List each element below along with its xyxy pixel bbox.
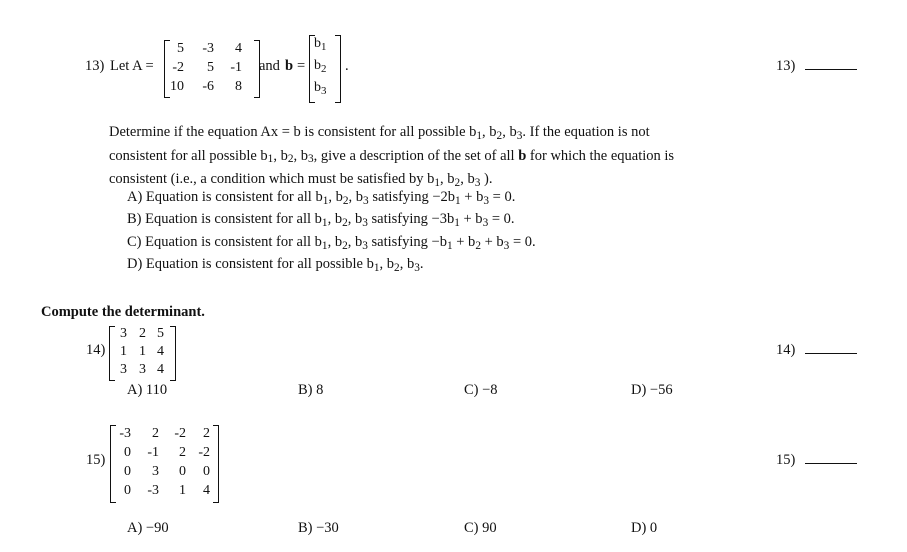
q15-matrix-cell: 0 <box>124 483 131 498</box>
q14-matrix-cell: 5 <box>157 326 164 341</box>
matrix-a-cell: 4 <box>235 41 242 56</box>
matrix-a-cell: -6 <box>202 79 214 94</box>
q14-number: 14) <box>86 342 106 358</box>
q13-prefix: Let A = <box>110 58 154 74</box>
q15-matrix-cell: 4 <box>203 483 210 498</box>
vector-b-entry: b1 <box>314 36 327 53</box>
q14-choice[interactable]: B) 8 <box>298 382 324 398</box>
q15-choice[interactable]: C) 90 <box>464 520 497 536</box>
q13-and-text: and <box>259 58 280 74</box>
q14-matrix-cell: 3 <box>120 362 127 377</box>
q15-matrix-cell: 0 <box>203 464 210 479</box>
q13-choice[interactable]: A) Equation is consistent for all b1, b2, b3 satisfying −2b1 + b3 = 0. <box>127 189 516 207</box>
q15-matrix-cell: 2 <box>152 426 159 441</box>
q15-matrix-cell: 2 <box>203 426 210 441</box>
q13-equals: = <box>297 58 306 74</box>
q14-matrix-cell: 4 <box>157 362 164 377</box>
q15-matrix-cell: 0 <box>124 445 131 460</box>
q15-matrix-cell: -3 <box>147 483 159 498</box>
q15-matrix-cell: 2 <box>179 445 186 460</box>
q14-choice[interactable]: D) −56 <box>631 382 673 398</box>
q15-choice[interactable]: B) −30 <box>298 520 339 536</box>
vector-b-entry: b2 <box>314 58 327 75</box>
matrix-a-cell: 5 <box>207 60 214 75</box>
q13-answer-blank[interactable] <box>805 68 857 70</box>
q15-number: 15) <box>86 452 106 468</box>
q15-choice[interactable]: D) 0 <box>631 520 658 536</box>
q15-matrix-cell: 3 <box>152 464 159 479</box>
q14-matrix-cell: 1 <box>139 344 146 359</box>
q15-matrix-cell: 1 <box>179 483 186 498</box>
q13-prompt-line: consistent for all possible b1, b2, b3, give a description of the set of all b for which the equation is <box>109 147 675 166</box>
matrix-a-cell: -2 <box>172 60 184 75</box>
section-heading: Compute the determinant. <box>41 304 205 320</box>
q14-matrix-cell: 4 <box>157 344 164 359</box>
q14-answer-blank[interactable] <box>805 352 857 354</box>
q14-matrix-cell: 2 <box>139 326 146 341</box>
q14-answer-label: 14) <box>776 342 857 359</box>
q14-matrix-cell: 1 <box>120 344 127 359</box>
q13-choice[interactable]: D) Equation is consistent for all possible b1, b2, b3. <box>127 256 424 274</box>
q13-prompt <box>109 121 809 192</box>
q15-answer-blank[interactable] <box>805 462 857 464</box>
q15-matrix-cell: -2 <box>198 445 210 460</box>
q13-choice[interactable]: B) Equation is consistent for all b1, b2, b3 satisfying −3b1 + b3 = 0. <box>127 211 515 229</box>
matrix-a-cell: 8 <box>235 79 242 94</box>
q15-matrix-cell: -3 <box>119 426 131 441</box>
q13-period: . <box>345 58 349 74</box>
matrix-a-cell: 5 <box>177 41 184 56</box>
q15-choice[interactable]: A) −90 <box>127 520 169 536</box>
q13-answer-label: 13) <box>776 58 857 75</box>
q15-matrix-cell: 0 <box>179 464 186 479</box>
q13-number: 13) <box>85 58 105 74</box>
vector-b-entry: b3 <box>314 80 327 97</box>
matrix-a-cell: -3 <box>202 41 214 56</box>
q14-choice[interactable]: A) 110 <box>127 382 168 398</box>
q14-choice[interactable]: C) −8 <box>464 382 498 398</box>
matrix-a-cell: -1 <box>230 60 242 75</box>
q13-b-label: b <box>285 58 294 74</box>
q15-matrix-cell: -1 <box>147 445 159 460</box>
q15-matrix-cell: -2 <box>174 426 186 441</box>
q13-prompt-line: consistent (i.e., a condition which must be satisfied by b1, b2, b3 ). <box>109 171 493 189</box>
q15-answer-label: 15) <box>776 452 857 469</box>
matrix-a-cell: 10 <box>170 79 184 94</box>
q13-prompt-line: Determine if the equation Ax = b is consistent for all possible b1, b2, b3. If the equation is not <box>109 124 650 142</box>
q13-choice[interactable]: C) Equation is consistent for all b1, b2, b3 satisfying −b1 + b2 + b3 = 0. <box>127 234 536 252</box>
q14-matrix-cell: 3 <box>139 362 146 377</box>
q15-matrix-cell: 0 <box>124 464 131 479</box>
q14-matrix-cell: 3 <box>120 326 127 341</box>
